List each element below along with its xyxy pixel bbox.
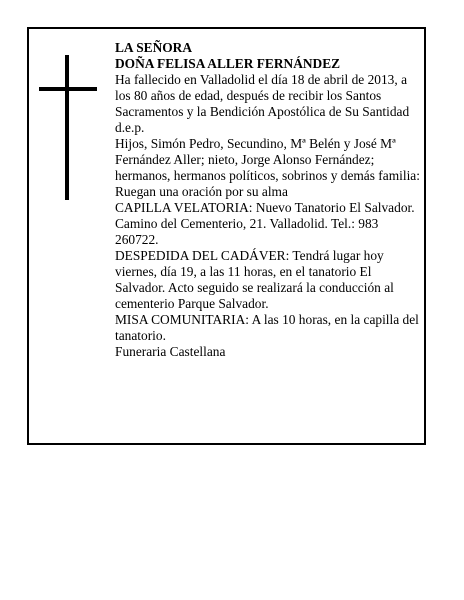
notice-death-announcement: Ha fallecido en Valladolid el día 18 de abril de 2013, a los 80 años de edad, después de recibir los Santos Sacramentos y la Bendición Apostólica de Su Santidad d.e.p. [115, 72, 410, 135]
obituary-notice [27, 27, 426, 445]
notice-wake-chapel: CAPILLA VELATORIA: Nuevo Tanatorio El Salvador. Camino del Cementerio, 21. Valladolid. Tel.: 983 260722. [115, 200, 415, 247]
cross-vertical-bar [65, 55, 69, 200]
notice-mass: MISA COMUNITARIA: A las 10 horas, en la capilla del tanatorio. [115, 312, 419, 343]
notice-farewell: DESPEDIDA DEL CADÁVER: Tendrá lugar hoy viernes, día 19, a las 11 horas, en el tanatorio El Salvador. Acto seguido se realizará la conducción al cementerio Parque Salvador. [115, 248, 394, 311]
cross-icon [39, 55, 97, 200]
notice-prayer-request: Ruegan una oración por su alma [115, 184, 288, 199]
notice-deceased-name: DOÑA FELISA ALLER FERNÁNDEZ [115, 56, 341, 71]
cross-horizontal-bar [39, 87, 97, 91]
notice-text [115, 40, 421, 360]
notice-funeral-home: Funeraria Castellana [115, 344, 226, 359]
notice-title-line1: LA SEÑORA [115, 40, 193, 55]
notice-family-list: Hijos, Simón Pedro, Secundino, Mª Belén y José Mª Fernández Aller; nieto, Jorge Alonso Fernández; hermanos, hermanos políticos, sobrinos y demás familia: [115, 136, 420, 183]
